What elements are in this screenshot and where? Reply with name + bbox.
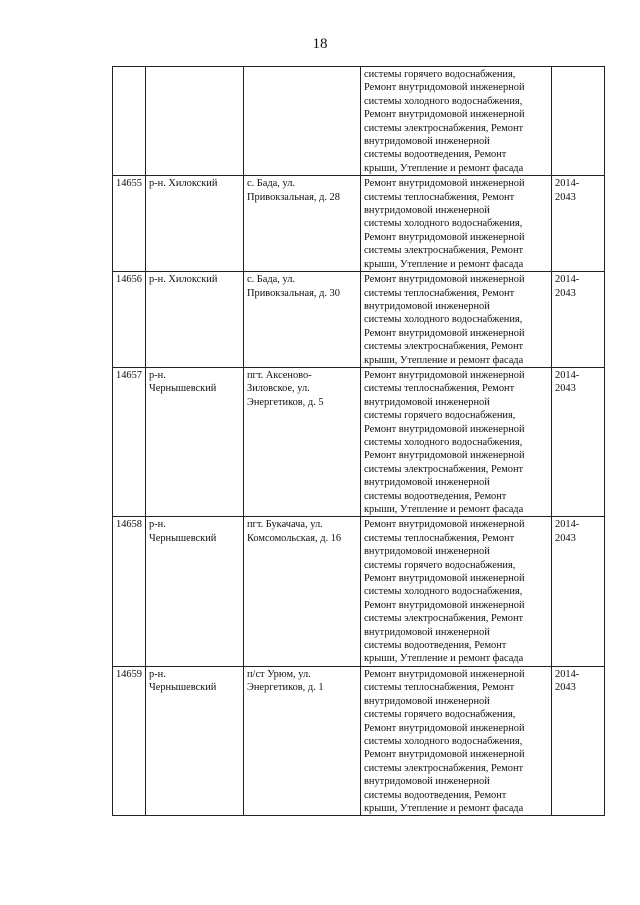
table-row	[113, 367, 605, 516]
works-line: системы электроснабжения, Ремонт	[364, 762, 524, 774]
works-line: системы электроснабжения, Ремонт	[364, 613, 524, 625]
works-line: системы электроснабжения, Ремонт	[364, 122, 524, 134]
works-line: крыши, Утепление и ремонт фасада	[364, 653, 524, 665]
page-number: 18	[312, 36, 328, 52]
works-line: Ремонт внутридомовой инженерной	[364, 599, 525, 611]
cell-period	[552, 666, 605, 815]
cell-period	[552, 272, 605, 368]
cell-num: 14657	[113, 367, 146, 516]
works-line: Ремонт внутридомовой инженерной	[364, 82, 525, 94]
period-line: 2014-	[555, 369, 580, 381]
works-line: крыши, Утепление и ремонт фасада	[364, 802, 524, 814]
table-row	[113, 272, 605, 368]
registry-table	[112, 66, 605, 816]
works-line: Ремонт внутридомовой инженерной	[364, 369, 525, 381]
works-line: системы холодного водоснабжения,	[364, 95, 523, 107]
address-line: с. Бада, ул.	[247, 178, 296, 190]
works-line: внутридомовой инженерной	[364, 136, 490, 148]
works-line: Ремонт внутридомовой инженерной	[364, 722, 525, 734]
works-line: внутридомовой инженерной	[364, 626, 490, 638]
cell-works	[361, 176, 552, 272]
works-line: системы электроснабжения, Ремонт	[364, 463, 524, 475]
works-line: системы водоотведения, Ремонт	[364, 149, 507, 161]
period-line: 2043	[555, 383, 576, 395]
period-line: 2043	[555, 191, 576, 203]
cell-district	[146, 67, 244, 176]
address-line: Комсомольская, д. 16	[247, 532, 342, 544]
district-line: р-н.	[149, 668, 166, 680]
works-line: внутридомовой инженерной	[364, 205, 490, 217]
works-line: системы теплоснабжения, Ремонт	[364, 191, 515, 203]
district-line: р-н.	[149, 519, 166, 531]
works-line: системы теплоснабжения, Ремонт	[364, 682, 515, 694]
district-line: Чернышевский	[149, 532, 217, 544]
district-line: р-н.	[149, 369, 166, 381]
cell-address	[244, 367, 361, 516]
registry-table-body	[113, 67, 605, 816]
works-line: Ремонт внутридомовой инженерной	[364, 450, 525, 462]
works-line: системы холодного водоснабжения,	[364, 218, 523, 230]
works-line: системы холодного водоснабжения,	[364, 436, 523, 448]
works-line: системы водоотведения, Ремонт	[364, 640, 507, 652]
cell-period	[552, 176, 605, 272]
cell-address	[244, 176, 361, 272]
period-line: 2043	[555, 532, 576, 544]
table-row	[113, 176, 605, 272]
address-line: Привокзальная, д. 28	[247, 191, 340, 203]
works-line: системы водоотведения, Ремонт	[364, 789, 507, 801]
district-line: Чернышевский	[149, 383, 217, 395]
works-line: системы теплоснабжения, Ремонт	[364, 383, 515, 395]
cell-address	[244, 272, 361, 368]
period-line: 2014-	[555, 519, 580, 531]
cell-period	[552, 67, 605, 176]
works-line: внутридомовой инженерной	[364, 695, 490, 707]
period-line: 2014-	[555, 178, 580, 190]
works-line: Ремонт внутридомовой инженерной	[364, 274, 525, 286]
address-line: Привокзальная, д. 30	[247, 287, 340, 299]
cell-district	[146, 666, 244, 815]
works-line: крыши, Утепление и ремонт фасада	[364, 504, 524, 515]
cell-period	[552, 367, 605, 516]
table-row	[113, 517, 605, 666]
address-line: Энергетиков, д. 1	[247, 682, 324, 694]
works-line: Ремонт внутридомовой инженерной	[364, 749, 525, 761]
works-line: крыши, Утепление и ремонт фасада	[364, 258, 524, 270]
cell-period	[552, 517, 605, 666]
district-line: Чернышевский	[149, 682, 217, 694]
works-line: внутридомовой инженерной	[364, 546, 490, 558]
period-line: 2043	[555, 682, 576, 694]
district-line: р-н. Хилокский	[149, 178, 218, 190]
works-line: Ремонт внутридомовой инженерной	[364, 109, 525, 121]
cell-works	[361, 272, 552, 368]
cell-address	[244, 666, 361, 815]
works-line: системы холодного водоснабжения,	[364, 586, 523, 598]
works-line: внутридомовой инженерной	[364, 300, 490, 312]
works-line: Ремонт внутридомовой инженерной	[364, 519, 525, 531]
period-line: 2014-	[555, 274, 580, 286]
address-line: п/ст Урюм, ул.	[247, 668, 311, 680]
works-line: Ремонт внутридомовой инженерной	[364, 327, 525, 339]
works-line: Ремонт внутридомовой инженерной	[364, 178, 525, 190]
address-line: пгт. Аксеново-	[247, 369, 312, 381]
works-line: системы горячего водоснабжения,	[364, 559, 516, 571]
table-row-continuation	[113, 67, 605, 176]
works-line: крыши, Утепление и ремонт фасада	[364, 162, 524, 174]
cell-works	[361, 367, 552, 516]
cell-address	[244, 67, 361, 176]
works-line: крыши, Утепление и ремонт фасада	[364, 354, 524, 366]
cell-num: 14658	[113, 517, 146, 666]
works-line: системы холодного водоснабжения,	[364, 735, 523, 747]
cell-works	[361, 517, 552, 666]
cell-num: 14659	[113, 666, 146, 815]
works-line: системы горячего водоснабжения,	[364, 69, 516, 80]
cell-num: 14656	[113, 272, 146, 368]
works-line: системы водоотведения, Ремонт	[364, 490, 507, 502]
address-line: с. Бада, ул.	[247, 274, 296, 286]
district-line: р-н. Хилокский	[149, 274, 218, 286]
table-row	[113, 666, 605, 815]
address-line: пгт. Букачача, ул.	[247, 519, 323, 531]
works-line: системы электроснабжения, Ремонт	[364, 341, 524, 353]
address-line: Зиловское, ул.	[247, 383, 310, 395]
works-line: внутридомовой инженерной	[364, 477, 490, 489]
works-line: системы электроснабжения, Ремонт	[364, 245, 524, 257]
cell-works	[361, 67, 552, 176]
works-line: системы горячего водоснабжения,	[364, 410, 516, 422]
works-line: Ремонт внутридомовой инженерной	[364, 573, 525, 585]
works-line: Ремонт внутридомовой инженерной	[364, 668, 525, 680]
works-line: системы теплоснабжения, Ремонт	[364, 532, 515, 544]
cell-district	[146, 517, 244, 666]
works-line: системы горячего водоснабжения,	[364, 709, 516, 721]
cell-num: 14655	[113, 176, 146, 272]
period-line: 2043	[555, 287, 576, 299]
works-line: системы холодного водоснабжения,	[364, 314, 523, 326]
works-line: внутридомовой инженерной	[364, 776, 490, 788]
address-line: Энергетиков, д. 5	[247, 396, 324, 408]
works-line: Ремонт внутридомовой инженерной	[364, 231, 525, 243]
works-line: системы теплоснабжения, Ремонт	[364, 287, 515, 299]
cell-address	[244, 517, 361, 666]
cell-works	[361, 666, 552, 815]
cell-district	[146, 367, 244, 516]
cell-district	[146, 272, 244, 368]
works-line: внутридомовой инженерной	[364, 396, 490, 408]
period-line: 2014-	[555, 668, 580, 680]
works-line: Ремонт внутридомовой инженерной	[364, 423, 525, 435]
cell-district	[146, 176, 244, 272]
cell-num	[113, 67, 146, 176]
